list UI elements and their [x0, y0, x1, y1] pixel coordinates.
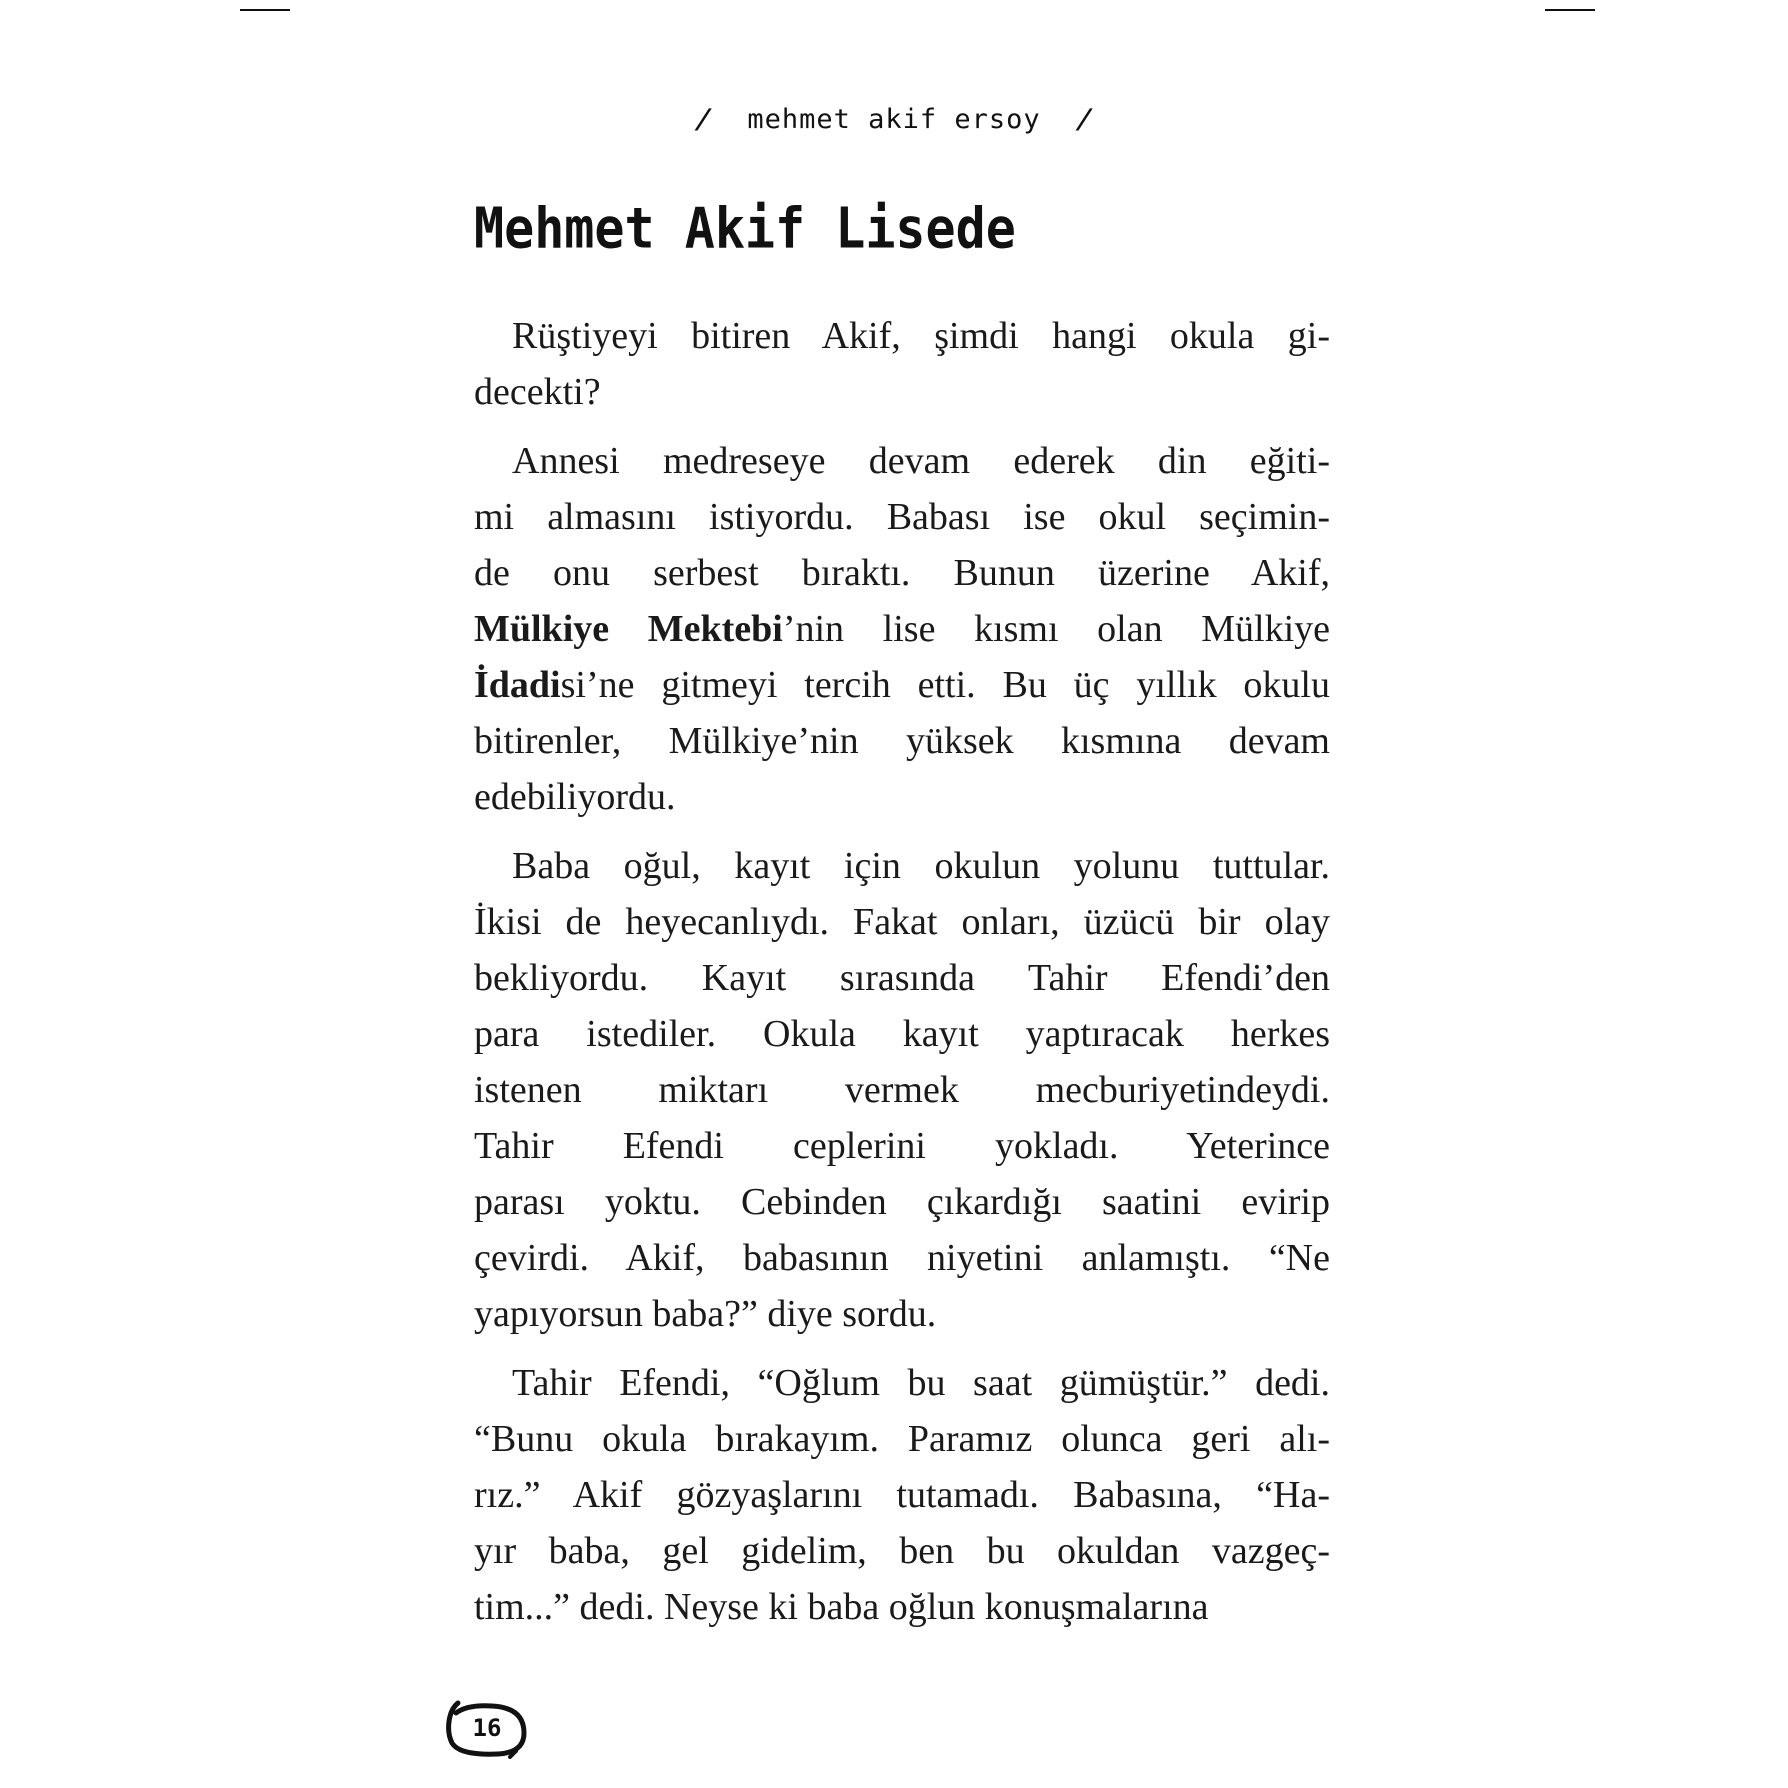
text-line: de onu serbest bıraktı. Bunun üzerine Akif,: [474, 552, 1330, 594]
text-line: Baba oğul, kayıt için okulun yolunu tuttular.: [512, 845, 1330, 887]
paragraph: [474, 433, 1330, 825]
running-head-slash-right: /: [1073, 104, 1096, 135]
crop-mark-left: [240, 9, 290, 11]
text-line: rız.” Akif gözyaşlarını tutamadı. Babasına, “Ha-: [474, 1474, 1330, 1516]
running-head-slash-left: /: [692, 104, 715, 135]
text-line-rest: si’ne gitmeyi tercih etti. Bu üç yıllık okulu: [560, 664, 1330, 706]
page-number-badge: [444, 1697, 530, 1759]
paragraph: [474, 838, 1330, 1342]
text-line: [474, 601, 1330, 657]
running-head-author: mehmet akif ersoy: [747, 104, 1041, 135]
text-line: Tahir Efendi, “Oğlum bu saat gümüştür.” dedi.: [512, 1362, 1330, 1404]
text-line: yapıyorsun baba?” diye sordu.: [474, 1293, 937, 1335]
paragraph-gap: [474, 420, 1330, 433]
running-head: [0, 104, 1788, 135]
text-line: [474, 657, 1330, 713]
text-line: “Bunu okula bırakayım. Paramız olunca geri alı-: [474, 1418, 1330, 1460]
paragraph-gap: [474, 1342, 1330, 1355]
text-line: bitirenler, Mülkiye’nin yüksek kısmına devam: [474, 720, 1330, 762]
chapter-title: Mehmet Akif Lisede: [474, 196, 1016, 261]
page-number: 16: [472, 1714, 502, 1742]
paragraph-gap: [474, 825, 1330, 838]
bold-term: İdadi: [474, 664, 561, 706]
text-line: bekliyordu. Kayıt sırasında Tahir Efendi’den: [474, 957, 1330, 999]
text-line: istenen miktarı vermek mecburiyetindeydi.: [474, 1069, 1330, 1111]
text-line: edebiliyordu.: [474, 776, 676, 818]
paragraph: [474, 1355, 1330, 1635]
text-line: tim...” dedi. Neyse ki baba oğlun konuşmalarına: [474, 1586, 1209, 1628]
text-line: Rüştiyeyi bitiren Akif, şimdi hangi okula gi-: [512, 315, 1330, 357]
crop-mark-right: [1545, 9, 1595, 11]
text-line: çevirdi. Akif, babasının niyetini anlamıştı. “Ne: [474, 1237, 1330, 1279]
text-line: İkisi de heyecanlıydı. Fakat onları, üzücü bir olay: [474, 901, 1330, 943]
text-line: yır baba, gel gidelim, ben bu okuldan vazgeç-: [474, 1530, 1330, 1572]
text-line: Tahir Efendi ceplerini yokladı. Yeterince: [474, 1125, 1330, 1167]
paragraph: [474, 308, 1330, 420]
bold-term: Mülkiye Mektebi: [474, 608, 783, 650]
text-line: parası yoktu. Cebinden çıkardığı saatini evirip: [474, 1181, 1330, 1223]
text-line: para istediler. Okula kayıt yaptıracak herkes: [474, 1013, 1330, 1055]
body-text: [474, 308, 1330, 1635]
text-line: mi almasını istiyordu. Babası ise okul seçimin-: [474, 496, 1330, 538]
text-line-rest: ’nin lise kısmı olan Mülkiye: [782, 608, 1330, 650]
text-line: Annesi medreseye devam ederek din eğiti-: [512, 440, 1330, 482]
text-line: decekti?: [474, 371, 601, 413]
